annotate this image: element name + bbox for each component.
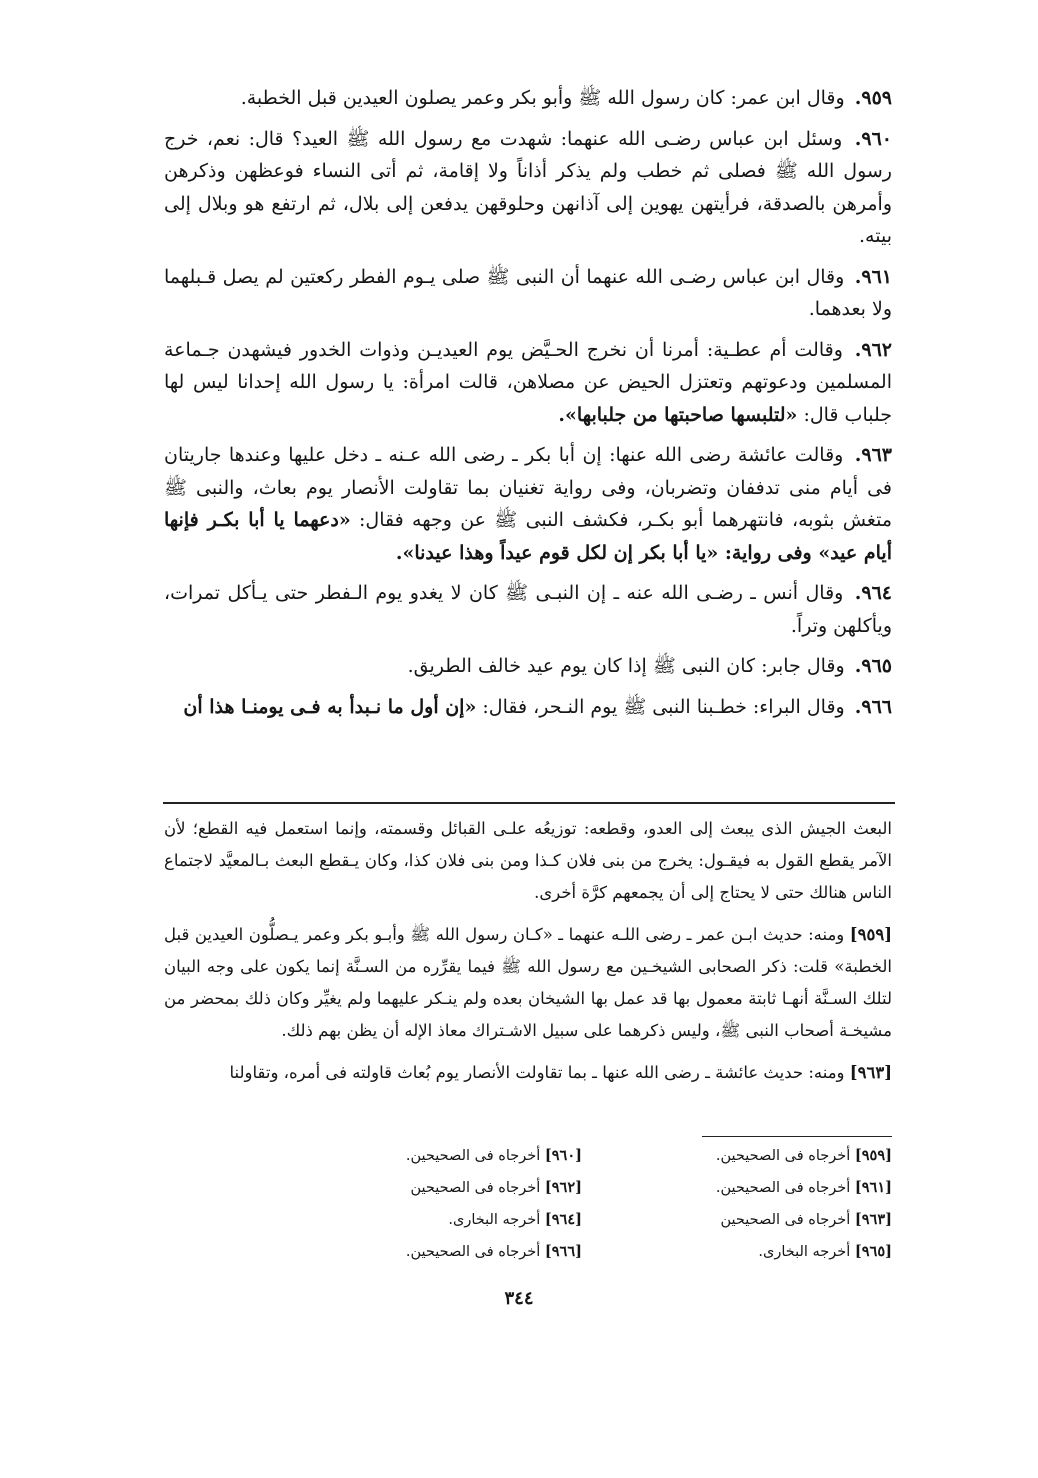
reference-text: أخرجه البخارى. bbox=[448, 1212, 541, 1228]
hadith-number: ٩٦٣. bbox=[854, 444, 892, 466]
commentary-text: البعث الجيش الذى يبعث إلى العدو، وقطعه: توزيعُه علـى القبائل وقسمته، وإنما استعمل فيه القطع؛ لأن الآمر يقطع القول به فيقـول: يخرج من بنى فلان كـذا ومن بنى فلان كذا، وكان يـقطع البعث بـالمعيَّد لاجتماع الناس هنالك حتى لا يحتاج إلى أن يجمعهم كرَّة أخرى. bbox=[164, 819, 892, 902]
reference-number: [٩٦٢] bbox=[544, 1179, 582, 1196]
hadith-text: وقال جابر: كان النبى ﷺ إذا كان يوم عيد خالف الطريق. bbox=[407, 655, 845, 677]
reference-item bbox=[292, 1204, 582, 1236]
reference-item bbox=[602, 1172, 892, 1204]
hadith-text: وقال أنس ـ رضـى الله عنه ـ إن النبـى ﷺ كان لا يغدو يوم الـفطر حتى يـأكل تمرات، ويأكلهن وتراً. bbox=[164, 582, 892, 637]
reference-text: أخرجه البخارى. bbox=[758, 1244, 851, 1260]
reference-number: [٩٦٤] bbox=[544, 1211, 582, 1228]
hadith-number: ٩٦٦. bbox=[854, 695, 892, 718]
hadith-number: ٩٦٠. bbox=[854, 127, 892, 150]
hadith-text: وسئل ابن عباس رضـى الله عنهما: شهدت مع رسول الله ﷺ العيد؟ قال: نعم، خرج رسول الله ﷺ فصلى ثم خطب ولم يذكر أذاناً ولا إقامة، ثم أتى النساء فوعظهن وذكرهن وأمرهن بالصدقة، فرأيتهن يهوين إلى آذانهن وحلوقهن يدفعن إلى بلال، ثم ارتفع هو وبلال إلى بيته. bbox=[164, 127, 892, 247]
hadith-number: ٩٦٥. bbox=[854, 655, 892, 677]
commentary-text: ومنه: حديث ابـن عمر ـ رضى اللـه عنهما ـ «كـان رسول الله ﷺ وأبـو بكر وعمر يـصلُّون العيدين قبل الخطبة» قلت: ذكر الصحابى الشيخـين مع رسول الله ﷺ فيما يقرِّره من السـنَّة إنما يكون على وجه البيان لتلك السـنَّة أنهـا ثابتة معمول بها قد عمل بها الشيخان بعده ولم ينـكر عليهما ولم يغيِّر وكان ذلك بمحضر من مشيخـة أصحاب النبى ﷺ، وليس ذكرهما على سبيل الاشـتراك معاذ الإله أن يظن بهم ذلك. bbox=[164, 925, 892, 1040]
references-right-column bbox=[602, 1140, 892, 1268]
hadith-text: وقال ابن عباس رضـى الله عنهما أن النبى ﷺ صلى يـوم الفطر ركعتين لم يصل قـبلهما ولا بعدهما. bbox=[164, 265, 892, 320]
commentary-paragraph bbox=[164, 1057, 892, 1089]
hadith-paragraph bbox=[164, 577, 892, 642]
hadith-text: وقالت عائشة رضى الله عنها: إن أبا بكر ـ رضى الله عـنه ـ دخل عليها وعندها جاريتان فى أيام منى تدففان وتضربان، وفى رواية تغنيان بما تقاولت الأنصار يوم بعاث، والنبى ﷺ متغش بثوبه، فانتهرهما أبو بكـر، فكشف النبى ﷺ عن وجهه فقال: bbox=[164, 444, 892, 531]
reference-text: أخرجاه فى الصحيحين. bbox=[405, 1148, 541, 1164]
commentary-number: [٩٦٣] bbox=[849, 1063, 892, 1082]
hadith-paragraph bbox=[164, 261, 892, 326]
reference-number: [٩٦٥] bbox=[854, 1243, 892, 1260]
footnote-divider bbox=[702, 1136, 892, 1137]
reference-number: [٩٦٣] bbox=[854, 1211, 892, 1228]
hadith-quote: «دعهما يا أبا بكـر فإنها أيام عيد» وفى رواية: «يا أبا بكر إن لكل قوم عيداً وهذا عيدنا». bbox=[164, 509, 892, 564]
hadith-quote: «إن أول ما نـبدأ به فـى يومنـا هذا أن bbox=[183, 695, 477, 718]
hadith-text: وقال البراء: خطـبنا النبى ﷺ يوم النـحر، فقال: bbox=[482, 695, 845, 718]
reference-item bbox=[602, 1140, 892, 1172]
hadith-number: ٩٥٩. bbox=[854, 87, 892, 109]
reference-number: [٩٦٠] bbox=[544, 1147, 582, 1164]
hadith-paragraph bbox=[164, 82, 892, 115]
hadith-number: ٩٦٢. bbox=[854, 338, 892, 361]
commentary-text: ومنه: حديث عائشة ـ رضى الله عنها ـ بما تقاولت الأنصار يوم بُعاث قاولته فى أمره، وتقاولنا bbox=[229, 1063, 845, 1082]
reference-item bbox=[292, 1236, 582, 1268]
hadith-paragraph bbox=[164, 691, 892, 724]
reference-number: [٩٦٦] bbox=[544, 1243, 582, 1260]
commentary-number: [٩٥٩] bbox=[849, 925, 892, 944]
reference-text: أخرجاه فى الصحيحين bbox=[720, 1212, 851, 1228]
reference-number: [٩٦١] bbox=[854, 1179, 892, 1196]
section-divider bbox=[163, 802, 895, 804]
reference-text: أخرجاه فى الصحيحين. bbox=[715, 1148, 851, 1164]
hadith-text: وقالت أم عطـية: أمرنا أن نخرج الحـيَّض يوم العيديـن وذوات الخدور فيشهدن جـماعة المسلمين ودعوتهم وتعتزل الحيض عن مصلاهن، قالت امرأة: يا رسول الله إحدانا ليس لها جلباب قال: bbox=[164, 338, 892, 426]
reference-item bbox=[292, 1140, 582, 1172]
footnote-references bbox=[292, 1140, 892, 1268]
hadith-text: وقال ابن عمر: كان رسول الله ﷺ وأبو بكر وعمر يصلون العيدين قبل الخطبة. bbox=[240, 87, 845, 109]
hadith-paragraph bbox=[164, 123, 892, 253]
hadith-paragraph bbox=[164, 650, 892, 683]
hadith-paragraph bbox=[164, 439, 892, 569]
commentary-block bbox=[164, 813, 892, 1099]
hadith-quote: «لتلبسها صاحبتها من جلبابها». bbox=[558, 403, 798, 426]
reference-item bbox=[292, 1172, 582, 1204]
references-left-column bbox=[292, 1140, 582, 1268]
reference-item bbox=[602, 1204, 892, 1236]
reference-text: أخرجاه فى الصحيحين. bbox=[405, 1244, 541, 1260]
reference-item bbox=[602, 1236, 892, 1268]
hadith-number: ٩٦٤. bbox=[854, 582, 892, 604]
reference-number: [٩٥٩] bbox=[854, 1147, 892, 1164]
hadith-number: ٩٦١. bbox=[854, 265, 892, 288]
main-text-block bbox=[164, 82, 892, 731]
hadith-paragraph bbox=[164, 334, 892, 432]
reference-text: أخرجاه فى الصحيحين. bbox=[715, 1180, 851, 1196]
page-number: ٣٤٤ bbox=[504, 1288, 534, 1309]
commentary-paragraph bbox=[164, 813, 892, 909]
reference-text: أخرجاه فى الصحيحين bbox=[410, 1180, 541, 1196]
commentary-paragraph bbox=[164, 919, 892, 1047]
